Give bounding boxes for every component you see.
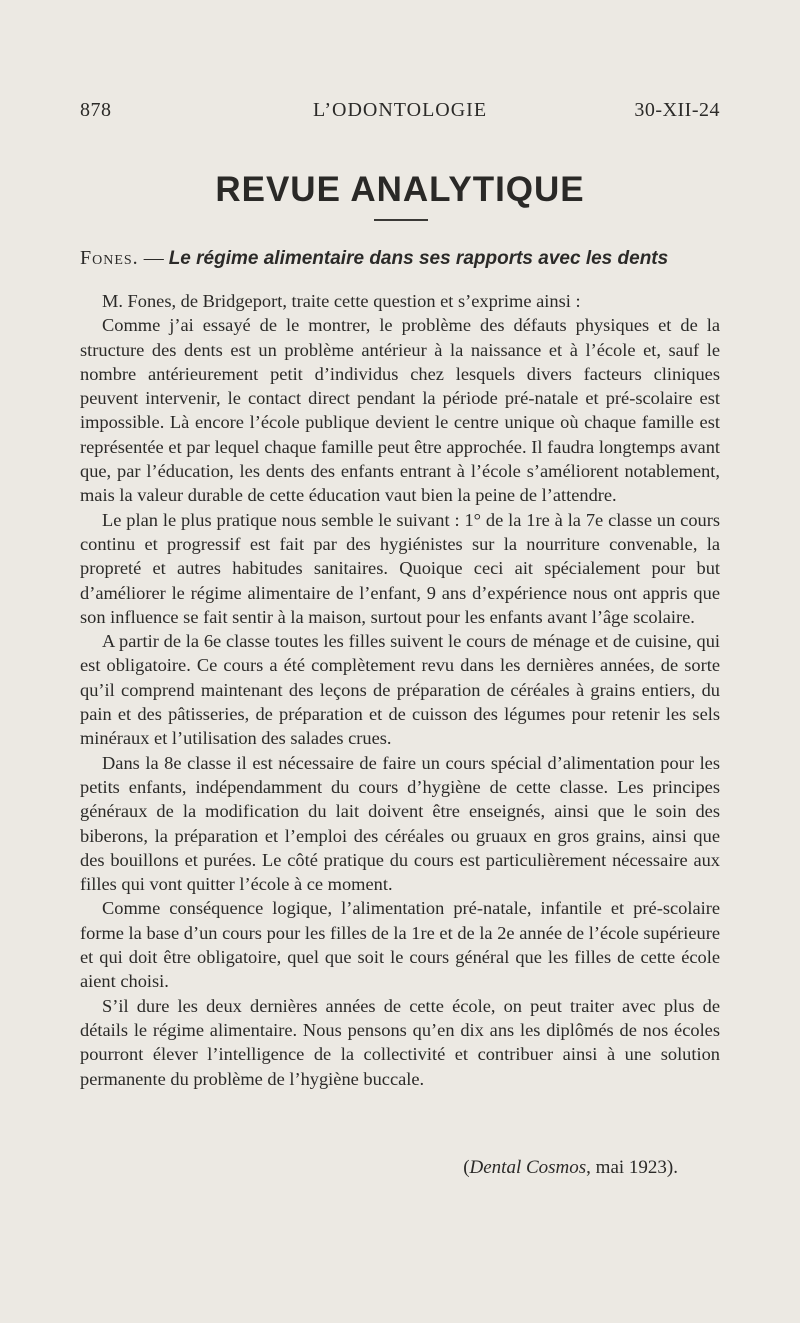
source-citation xyxy=(80,1157,678,1179)
paragraph: Dans la 8e classe il est nécessaire de faire un cours spécial d’alimentation pour les petits enfants, indépendamment du cours d’hygiène de cette classe. Les principes généraux de la modification du lait doivent être enseignés, ainsi que le soin des biberons, la préparation et l’emploi des céréales ou gruaux en gros grains, ainsi que des bouillons et purées. Le côté pratique du cours est particulièrement nécessaire aux filles qui vont quitter l’école à ce moment. xyxy=(80,752,720,895)
issue-date: 30-XII-24 xyxy=(634,99,720,121)
citation-open: ( xyxy=(463,1157,470,1178)
article-title: Le régime alimentaire dans ses rapports avec les dents xyxy=(168,248,669,269)
heading-dash: — xyxy=(138,247,169,269)
article-author: Fones. xyxy=(80,247,139,269)
paragraph: Le plan le plus pratique nous semble le suivant : 1° de la 1re à la 7e classe un cours continu et progressif est fait par des hygiénistes sur la nourriture convenable, la propreté et autres habitudes sanitaires. Quoique ceci ait spécialement pour but d’améliorer le régime alimentaire de l’enfant, 9 ans d’expérience nous ont appris que son influence se fait sentir à la maison, surtout pour les enfants avant l’âge scolaire. xyxy=(80,509,720,627)
paragraph: S’il dure les deux dernières années de cette école, on peut traiter avec plus de détails le régime alimentaire. Nous pensons qu’en dix ans les diplômés de nos écoles pourront élever l’intelligence de la collectivité et contribuer ainsi à une solution permanente du problème de l’hygiène buccale. xyxy=(80,995,720,1089)
journal-title: L’ODONTOLOGIE xyxy=(312,99,488,121)
citation-rest: , mai 1923). xyxy=(586,1157,678,1178)
paragraph: Comme j’ai essayé de le montrer, le problème des défauts physiques et de la structure des dents est un problème antérieur à la naissance et à l’école et, sauf le nombre antérieurement petit d’individus chez lesquels divers facteurs cliniques peuvent intervenir, le contact direct pendant la période pré-natale et pré-scolaire est impossible. Là encore l’école publique devient le centre unique où chaque famille est représentée et par lequel chaque famille peut être approchée. Il faudra longtemps avant que, par l’éducation, les dents des enfants entrant à l’école s’améliorent notablement, mais la valeur durable de cette éducation vaut bien la peine de l’attendre. xyxy=(80,315,720,506)
article-heading xyxy=(80,247,740,270)
paragraph: Comme conséquence logique, l’alimentation pré-natale, infantile et pré-scolaire forme la base d’un cours pour les filles de la 1re et de la 2e année de l’école supérieure et qui doit être obligatoire, quel que soit le cours général que les filles de cette école aient choisi. xyxy=(80,898,720,992)
paragraph: A partir de la 6e classe toutes les filles suivent le cours de ménage et de cuisine, qui est obligatoire. Ce cours a été complètement revu dans les dernières années, de sorte qu’il comprend maintenant des leçons de préparation de céréales à grains entiers, du pain et des pâtisseries, de préparation et de cuisson des légumes pour retenir les sels minéraux et l’utilisation des salades crues. xyxy=(80,631,720,749)
page-number: 878 xyxy=(80,99,112,121)
citation-source: Dental Cosmos xyxy=(469,1157,587,1178)
section-title: REVUE ANALYTIQUE xyxy=(215,170,585,209)
title-divider xyxy=(374,219,428,221)
running-header xyxy=(80,99,720,129)
article-body xyxy=(80,289,720,1091)
paragraph: M. Fones, de Bridgeport, traite cette question et s’exprime ainsi : xyxy=(102,291,581,311)
